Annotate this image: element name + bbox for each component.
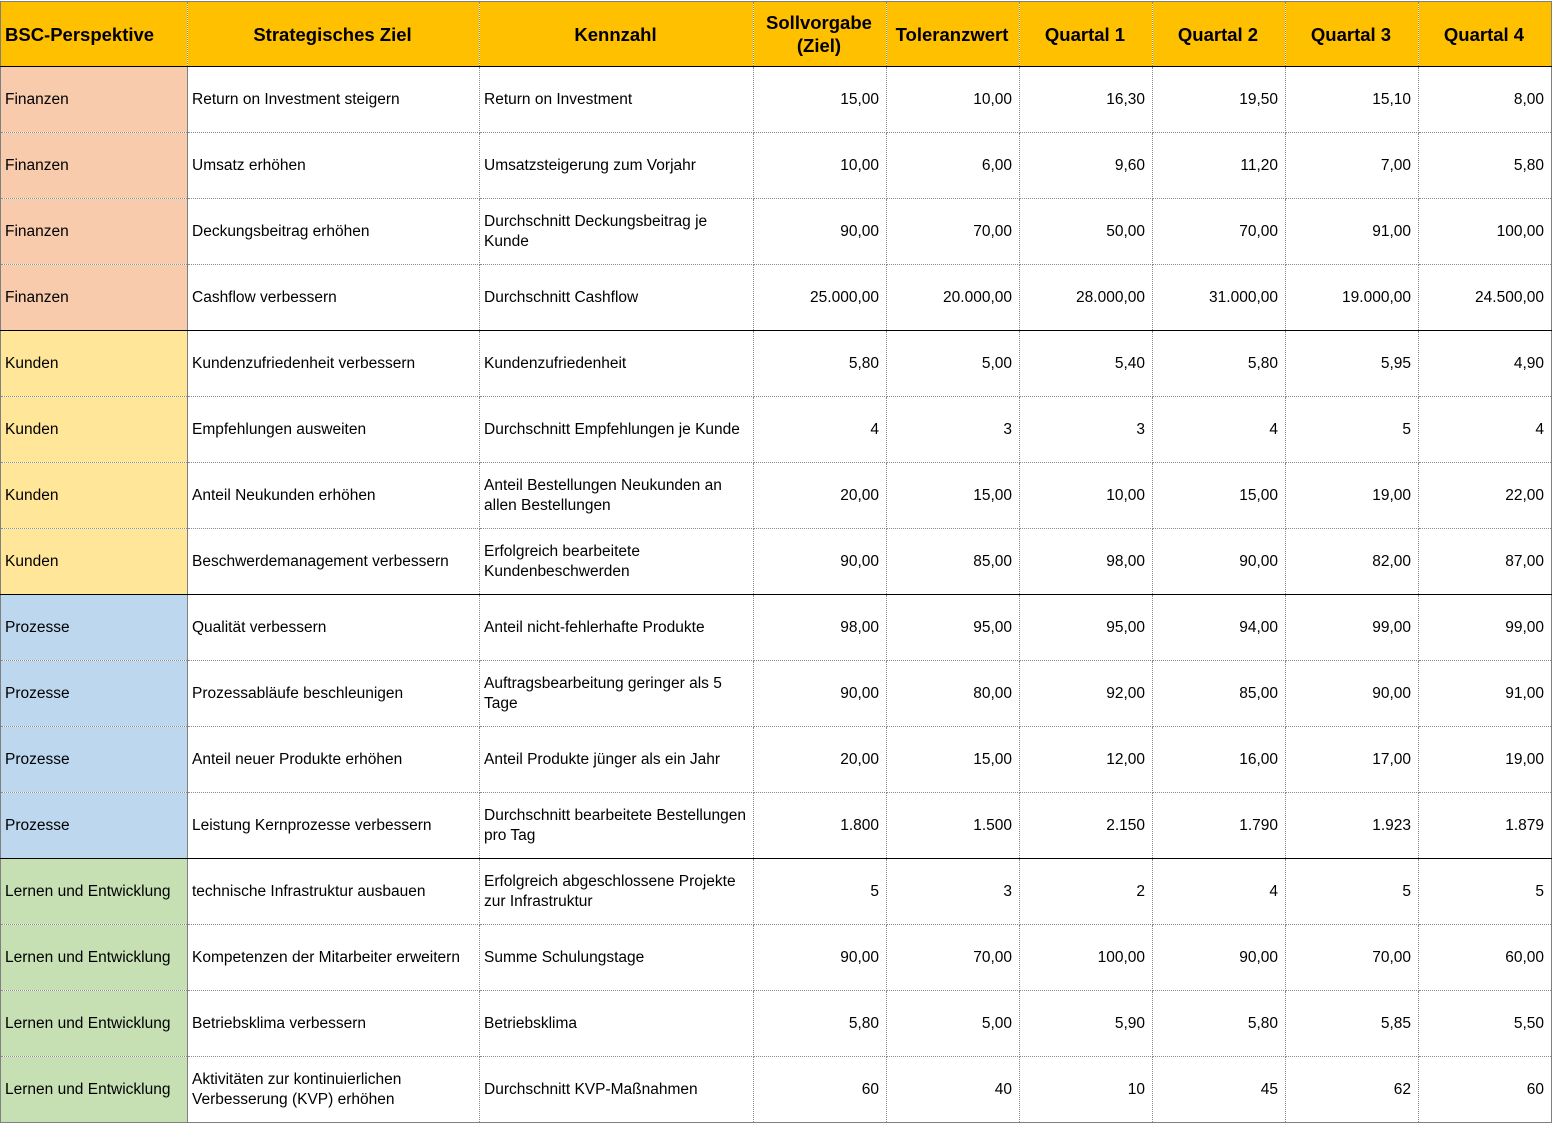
cell-sollvorgabe[interactable]: 90,00: [754, 199, 887, 265]
cell-quartal-3[interactable]: 5,85: [1286, 991, 1419, 1057]
cell-sollvorgabe[interactable]: 10,00: [754, 133, 887, 199]
table-row: [1, 67, 1552, 133]
table-row: [1, 595, 1552, 661]
table-row: [1, 199, 1552, 265]
cell-toleranzwert[interactable]: 15,00: [887, 727, 1020, 793]
cell-quartal-3[interactable]: 5,95: [1286, 331, 1419, 397]
cell-quartal-1[interactable]: 50,00: [1020, 199, 1153, 265]
cell-kennzahl[interactable]: Durchschnitt bearbeitete Bestellungen pro Tag: [480, 793, 754, 859]
cell-quartal-3[interactable]: 7,00: [1286, 133, 1419, 199]
cell-ziel[interactable]: Qualität verbessern: [188, 595, 480, 661]
cell-quartal-2[interactable]: 19,50: [1153, 67, 1286, 133]
cell-quartal-2[interactable]: 31.000,00: [1153, 265, 1286, 331]
cell-kennzahl[interactable]: Erfolgreich abgeschlossene Projekte zur Infrastruktur: [480, 859, 754, 925]
cell-perspektive[interactable]: Finanzen: [1, 265, 188, 331]
header-perspektive[interactable]: BSC-Perspektive: [1, 2, 188, 67]
cell-quartal-2[interactable]: 4: [1153, 397, 1286, 463]
table-row: [1, 1057, 1552, 1123]
cell-quartal-4[interactable]: 4,90: [1419, 331, 1552, 397]
cell-quartal-4[interactable]: 8,00: [1419, 67, 1552, 133]
cell-quartal-4[interactable]: 22,00: [1419, 463, 1552, 529]
cell-kennzahl[interactable]: Auftragsbearbeitung geringer als 5 Tage: [480, 661, 754, 727]
bsc-table: [0, 1, 1552, 1123]
cell-kennzahl[interactable]: Durchschnitt Cashflow: [480, 265, 754, 331]
cell-kennzahl[interactable]: Kundenzufriedenheit: [480, 331, 754, 397]
cell-kennzahl[interactable]: Durchschnitt Deckungsbeitrag je Kunde: [480, 199, 754, 265]
cell-perspektive[interactable]: Prozesse: [1, 595, 188, 661]
cell-ziel[interactable]: Anteil Neukunden erhöhen: [188, 463, 480, 529]
cell-quartal-3[interactable]: 17,00: [1286, 727, 1419, 793]
cell-quartal-1[interactable]: 3: [1020, 397, 1153, 463]
cell-quartal-1[interactable]: 16,30: [1020, 67, 1153, 133]
cell-quartal-1[interactable]: 10: [1020, 1057, 1153, 1123]
cell-quartal-1[interactable]: 98,00: [1020, 529, 1153, 595]
cell-perspektive[interactable]: Prozesse: [1, 661, 188, 727]
cell-quartal-1[interactable]: 28.000,00: [1020, 265, 1153, 331]
table-row: [1, 331, 1552, 397]
cell-perspektive[interactable]: Kunden: [1, 331, 188, 397]
table-row: [1, 133, 1552, 199]
cell-quartal-1[interactable]: 5,40: [1020, 331, 1153, 397]
cell-perspektive[interactable]: Lernen und Entwicklung: [1, 925, 188, 991]
header-toleranzwert[interactable]: Toleranzwert: [887, 2, 1020, 67]
header-quartal-3[interactable]: Quartal 3: [1286, 2, 1419, 67]
cell-quartal-1[interactable]: 9,60: [1020, 133, 1153, 199]
cell-kennzahl[interactable]: Anteil Produkte jünger als ein Jahr: [480, 727, 754, 793]
cell-sollvorgabe[interactable]: 15,00: [754, 67, 887, 133]
cell-perspektive[interactable]: Kunden: [1, 529, 188, 595]
cell-toleranzwert[interactable]: 70,00: [887, 925, 1020, 991]
table-row: [1, 529, 1552, 595]
cell-toleranzwert[interactable]: 3: [887, 859, 1020, 925]
cell-quartal-2[interactable]: 85,00: [1153, 661, 1286, 727]
cell-quartal-3[interactable]: 82,00: [1286, 529, 1419, 595]
cell-quartal-4[interactable]: 100,00: [1419, 199, 1552, 265]
table-row: [1, 859, 1552, 925]
cell-quartal-3[interactable]: 5: [1286, 859, 1419, 925]
cell-quartal-3[interactable]: 5: [1286, 397, 1419, 463]
cell-perspektive[interactable]: Prozesse: [1, 793, 188, 859]
cell-ziel[interactable]: Betriebsklima verbessern: [188, 991, 480, 1057]
cell-sollvorgabe[interactable]: 90,00: [754, 925, 887, 991]
cell-quartal-3[interactable]: 70,00: [1286, 925, 1419, 991]
header-ziel[interactable]: Strategisches Ziel: [188, 2, 480, 67]
header-sollvorgabe-line1: Sollvorgabe: [766, 12, 872, 33]
cell-kennzahl[interactable]: Umsatzsteigerung zum Vorjahr: [480, 133, 754, 199]
cell-ziel[interactable]: Return on Investment steigern: [188, 67, 480, 133]
cell-quartal-1[interactable]: 2: [1020, 859, 1153, 925]
cell-quartal-1[interactable]: 10,00: [1020, 463, 1153, 529]
cell-quartal-4[interactable]: 60: [1419, 1057, 1552, 1123]
cell-quartal-2[interactable]: 90,00: [1153, 925, 1286, 991]
cell-toleranzwert[interactable]: 5,00: [887, 331, 1020, 397]
cell-kennzahl[interactable]: Anteil nicht-fehlerhafte Produkte: [480, 595, 754, 661]
cell-ziel[interactable]: Empfehlungen ausweiten: [188, 397, 480, 463]
table-row: [1, 661, 1552, 727]
table-row: [1, 991, 1552, 1057]
cell-toleranzwert[interactable]: 5,00: [887, 991, 1020, 1057]
cell-ziel[interactable]: technische Infrastruktur ausbauen: [188, 859, 480, 925]
cell-quartal-3[interactable]: 90,00: [1286, 661, 1419, 727]
cell-ziel[interactable]: Aktivitäten zur kontinuierlichen Verbesserung (KVP) erhöhen: [188, 1057, 480, 1123]
cell-quartal-4[interactable]: 5,50: [1419, 991, 1552, 1057]
cell-ziel[interactable]: Kundenzufriedenheit verbessern: [188, 331, 480, 397]
cell-kennzahl[interactable]: Durchschnitt Empfehlungen je Kunde: [480, 397, 754, 463]
header-quartal-2[interactable]: Quartal 2: [1153, 2, 1286, 67]
cell-ziel[interactable]: Beschwerdemanagement verbessern: [188, 529, 480, 595]
cell-perspektive[interactable]: Lernen und Entwicklung: [1, 1057, 188, 1123]
cell-sollvorgabe[interactable]: 60: [754, 1057, 887, 1123]
cell-perspektive[interactable]: Lernen und Entwicklung: [1, 859, 188, 925]
cell-quartal-2[interactable]: 45: [1153, 1057, 1286, 1123]
cell-ziel[interactable]: Anteil neuer Produkte erhöhen: [188, 727, 480, 793]
table-header: [1, 2, 1552, 67]
table-row: [1, 925, 1552, 991]
cell-kennzahl[interactable]: Summe Schulungstage: [480, 925, 754, 991]
table-row: [1, 265, 1552, 331]
header-sollvorgabe-line2: (Ziel): [796, 35, 842, 56]
table-row: [1, 793, 1552, 859]
cell-quartal-4[interactable]: 19,00: [1419, 727, 1552, 793]
cell-quartal-2[interactable]: 90,00: [1153, 529, 1286, 595]
cell-toleranzwert[interactable]: 70,00: [887, 199, 1020, 265]
cell-toleranzwert[interactable]: 6,00: [887, 133, 1020, 199]
cell-ziel[interactable]: Cashflow verbessern: [188, 265, 480, 331]
cell-quartal-3[interactable]: 15,10: [1286, 67, 1419, 133]
cell-sollvorgabe[interactable]: 90,00: [754, 661, 887, 727]
cell-quartal-2[interactable]: 94,00: [1153, 595, 1286, 661]
header-sollvorgabe[interactable]: [754, 2, 887, 67]
header-kennzahl[interactable]: Kennzahl: [480, 2, 754, 67]
cell-ziel[interactable]: Umsatz erhöhen: [188, 133, 480, 199]
cell-quartal-4[interactable]: 5: [1419, 859, 1552, 925]
cell-sollvorgabe[interactable]: 1.800: [754, 793, 887, 859]
cell-ziel[interactable]: Prozessabläufe beschleunigen: [188, 661, 480, 727]
cell-sollvorgabe[interactable]: 5,80: [754, 991, 887, 1057]
table-row: [1, 463, 1552, 529]
cell-ziel[interactable]: Leistung Kernprozesse verbessern: [188, 793, 480, 859]
cell-sollvorgabe[interactable]: 25.000,00: [754, 265, 887, 331]
table-body: [1, 67, 1552, 1123]
cell-toleranzwert[interactable]: 15,00: [887, 463, 1020, 529]
cell-quartal-4[interactable]: 4: [1419, 397, 1552, 463]
cell-quartal-1[interactable]: 12,00: [1020, 727, 1153, 793]
cell-quartal-1[interactable]: 100,00: [1020, 925, 1153, 991]
header-row: [1, 2, 1552, 67]
cell-sollvorgabe[interactable]: 20,00: [754, 463, 887, 529]
cell-quartal-4[interactable]: 5,80: [1419, 133, 1552, 199]
cell-perspektive[interactable]: Prozesse: [1, 727, 188, 793]
cell-quartal-3[interactable]: 99,00: [1286, 595, 1419, 661]
cell-quartal-4[interactable]: 87,00: [1419, 529, 1552, 595]
cell-sollvorgabe[interactable]: 20,00: [754, 727, 887, 793]
cell-quartal-1[interactable]: 5,90: [1020, 991, 1153, 1057]
cell-quartal-3[interactable]: 19.000,00: [1286, 265, 1419, 331]
cell-kennzahl[interactable]: Durchschnitt KVP-Maßnahmen: [480, 1057, 754, 1123]
cell-kennzahl[interactable]: Betriebsklima: [480, 991, 754, 1057]
cell-sollvorgabe[interactable]: 5,80: [754, 331, 887, 397]
cell-quartal-2[interactable]: 5,80: [1153, 991, 1286, 1057]
cell-perspektive[interactable]: Finanzen: [1, 133, 188, 199]
cell-quartal-1[interactable]: 92,00: [1020, 661, 1153, 727]
cell-perspektive[interactable]: Lernen und Entwicklung: [1, 991, 188, 1057]
cell-quartal-4[interactable]: 24.500,00: [1419, 265, 1552, 331]
cell-perspektive[interactable]: Kunden: [1, 463, 188, 529]
cell-toleranzwert[interactable]: 10,00: [887, 67, 1020, 133]
cell-quartal-4[interactable]: 1.879: [1419, 793, 1552, 859]
cell-perspektive[interactable]: Finanzen: [1, 199, 188, 265]
header-quartal-4[interactable]: Quartal 4: [1419, 2, 1552, 67]
cell-quartal-3[interactable]: 1.923: [1286, 793, 1419, 859]
table-row: [1, 397, 1552, 463]
cell-quartal-2[interactable]: 16,00: [1153, 727, 1286, 793]
cell-quartal-2[interactable]: 11,20: [1153, 133, 1286, 199]
cell-toleranzwert[interactable]: 40: [887, 1057, 1020, 1123]
table-row: [1, 727, 1552, 793]
cell-sollvorgabe[interactable]: 4: [754, 397, 887, 463]
cell-quartal-3[interactable]: 19,00: [1286, 463, 1419, 529]
cell-perspektive[interactable]: Kunden: [1, 397, 188, 463]
cell-quartal-2[interactable]: 4: [1153, 859, 1286, 925]
cell-quartal-1[interactable]: 2.150: [1020, 793, 1153, 859]
cell-quartal-2[interactable]: 70,00: [1153, 199, 1286, 265]
cell-sollvorgabe[interactable]: 5: [754, 859, 887, 925]
cell-kennzahl[interactable]: Anteil Bestellungen Neukunden an allen Bestellungen: [480, 463, 754, 529]
cell-toleranzwert[interactable]: 95,00: [887, 595, 1020, 661]
cell-perspektive[interactable]: Finanzen: [1, 67, 188, 133]
cell-quartal-2[interactable]: 5,80: [1153, 331, 1286, 397]
header-quartal-1[interactable]: Quartal 1: [1020, 2, 1153, 67]
cell-quartal-4[interactable]: 91,00: [1419, 661, 1552, 727]
cell-ziel[interactable]: Deckungsbeitrag erhöhen: [188, 199, 480, 265]
cell-sollvorgabe[interactable]: 98,00: [754, 595, 887, 661]
cell-toleranzwert[interactable]: 1.500: [887, 793, 1020, 859]
cell-kennzahl[interactable]: Return on Investment: [480, 67, 754, 133]
cell-quartal-4[interactable]: 60,00: [1419, 925, 1552, 991]
cell-quartal-3[interactable]: 62: [1286, 1057, 1419, 1123]
cell-quartal-3[interactable]: 91,00: [1286, 199, 1419, 265]
cell-toleranzwert[interactable]: 20.000,00: [887, 265, 1020, 331]
cell-toleranzwert[interactable]: 85,00: [887, 529, 1020, 595]
cell-toleranzwert[interactable]: 80,00: [887, 661, 1020, 727]
cell-kennzahl[interactable]: Erfolgreich bearbeitete Kundenbeschwerden: [480, 529, 754, 595]
cell-quartal-2[interactable]: 15,00: [1153, 463, 1286, 529]
cell-ziel[interactable]: Kompetenzen der Mitarbeiter erweitern: [188, 925, 480, 991]
cell-quartal-2[interactable]: 1.790: [1153, 793, 1286, 859]
cell-quartal-4[interactable]: 99,00: [1419, 595, 1552, 661]
cell-toleranzwert[interactable]: 3: [887, 397, 1020, 463]
cell-quartal-1[interactable]: 95,00: [1020, 595, 1153, 661]
cell-sollvorgabe[interactable]: 90,00: [754, 529, 887, 595]
